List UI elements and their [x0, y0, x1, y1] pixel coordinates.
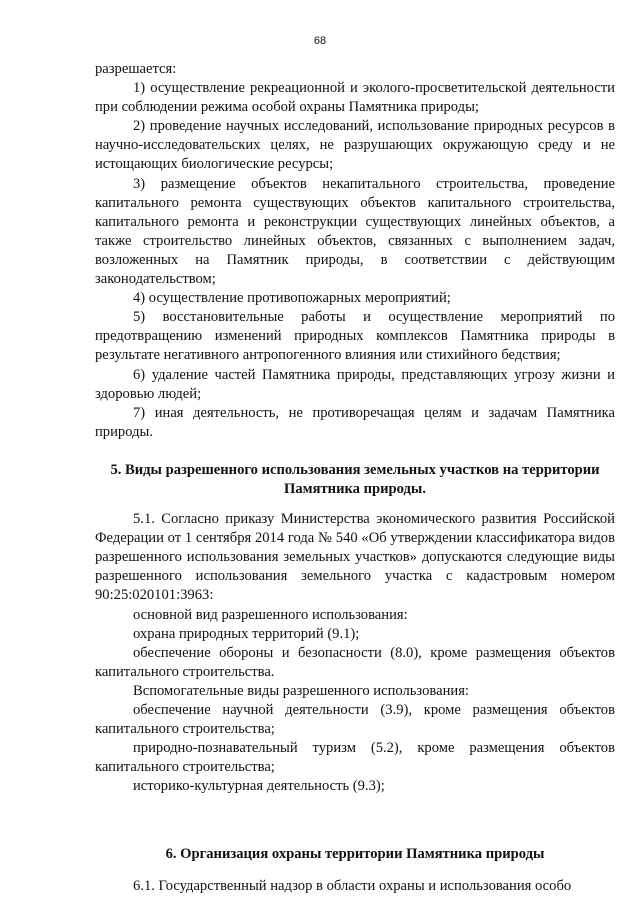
list-item: 7) иная деятельность, не противоречащая целям и задачам Памятника природы.	[95, 404, 615, 440]
document-body	[95, 60, 615, 896]
section-heading-6: 6. Организация охраны территории Памятника природы	[165, 846, 545, 863]
paragraph: охрана природных территорий (9.1);	[133, 625, 360, 642]
list-item: 4) осуществление противопожарных мероприятий;	[133, 290, 451, 307]
paragraph: основной вид разрешенного использования:	[133, 606, 408, 623]
paragraph: Вспомогательные виды разрешенного использования:	[133, 682, 469, 699]
paragraph: 5.1. Согласно приказу Министерства экономического развития Российской Федерации от 1 сентября 2014 года № 540 «Об утверждении классификатора видов разрешенного использования земельных участков» допускаются следующие виды разрешенного использования земельного участка с кадастровым номером 90:25:020101:3963:	[95, 511, 615, 604]
list-item: 5) восстановительные работы и осуществление мероприятий по предотвращению изменений природных комплексов Памятника природы в результате негативного антропогенного влияния или стихийного бедствия;	[95, 309, 615, 364]
list-item: 2) проведение научных исследований, использование природных ресурсов в научно-исследовательских целях, не разрушающих окружающую среду и не истощающих биологические ресурсы;	[95, 118, 615, 173]
page-number: 68	[313, 35, 327, 47]
list-item: 6) удаление частей Памятника природы, представляющих угрозу жизни и здоровью людей;	[95, 366, 615, 402]
paragraph: обеспечение научной деятельности (3.9), кроме размещения объектов капитального строительства;	[95, 702, 615, 738]
paragraph: 6.1. Государственный надзор в области охраны и использования особо	[133, 877, 572, 894]
list-item: 1) осуществление рекреационной и эколого-просветительской деятельности при соблюдении режима особой охраны Памятника природы;	[95, 80, 615, 116]
paragraph: историко-культурная деятельность (9.3);	[133, 778, 385, 795]
section-heading-5: 5. Виды разрешенного использования земельных участков на территории Памятника природы.	[110, 461, 600, 497]
paragraph: природно-познавательный туризм (5.2), кроме размещения объектов капитального строительства;	[95, 740, 615, 776]
paragraph: разрешается:	[95, 61, 177, 77]
list-item: 3) размещение объектов некапитального строительства, проведение капитального ремонта существующих объектов капитального строительства, капитального ремонта и реконструкции существующих линейных объектов, а также строительство линейных объектов, связанных с выполнением задач, возложенных на Памятник природы, в соответствии с действующим законодательством;	[95, 175, 615, 288]
paragraph: обеспечение обороны и безопасности (8.0), кроме размещения объектов капитального строительства.	[95, 644, 615, 680]
